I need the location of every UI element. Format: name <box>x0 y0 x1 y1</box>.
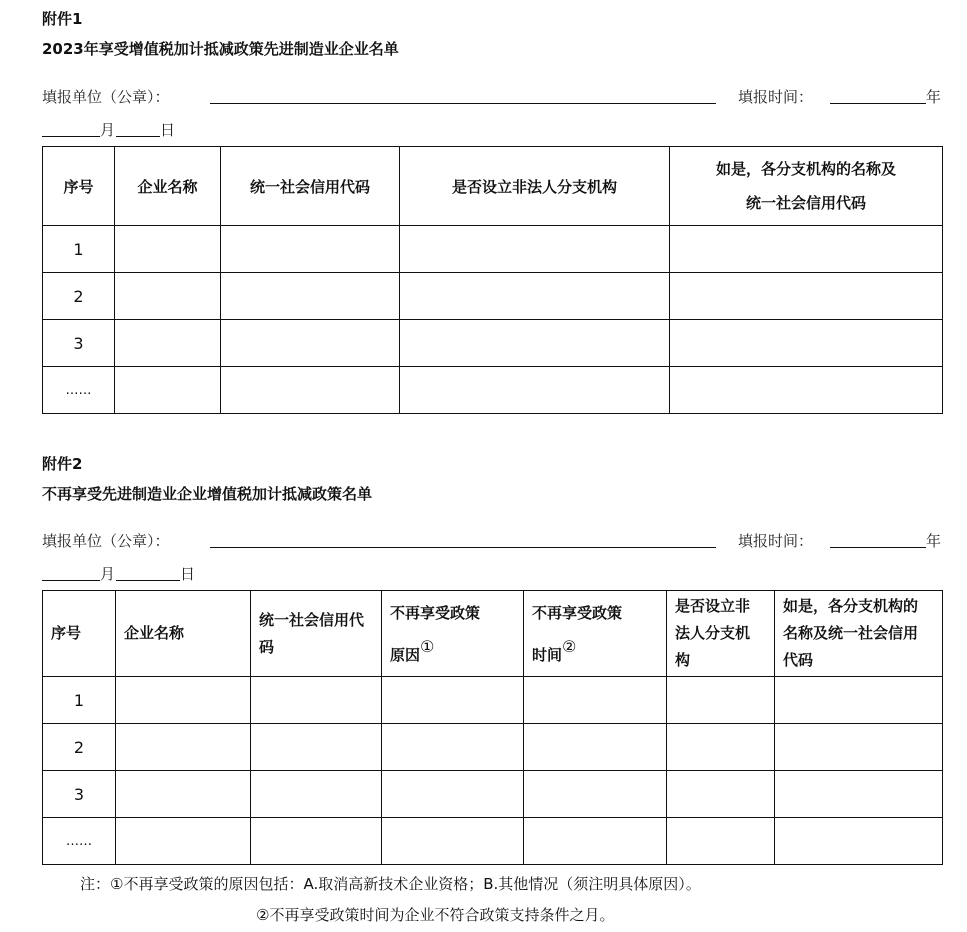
cell-stop-reason[interactable] <box>382 771 524 818</box>
cell-stop-time[interactable] <box>524 677 667 724</box>
cell-branch-names[interactable] <box>775 724 943 771</box>
cell-branch[interactable] <box>667 677 775 724</box>
cell-stop-time[interactable] <box>524 771 667 818</box>
cell-branch[interactable] <box>667 818 775 865</box>
header-credit-code: 统一社会信用代码 <box>221 147 400 226</box>
header-credit-code <box>251 591 382 677</box>
cell-stop-reason[interactable] <box>382 724 524 771</box>
header-row <box>43 147 943 226</box>
fill-unit-label: 填报单位（公章）： <box>42 88 170 106</box>
fill-time-label: 填报时间： <box>738 88 814 106</box>
cell-branch[interactable] <box>400 273 670 320</box>
cell-credit-code[interactable] <box>221 367 400 414</box>
fill-day-line[interactable] <box>116 136 160 137</box>
row-seq: 3 <box>43 320 115 367</box>
cell-branch[interactable] <box>667 771 775 818</box>
header-branch-names <box>670 147 943 226</box>
table-row <box>43 724 943 771</box>
header-branch-names-line3: 代码 <box>783 651 814 669</box>
cell-branch[interactable] <box>667 724 775 771</box>
footnote-mark-2: ② <box>562 636 577 656</box>
cell-company-name[interactable] <box>116 818 251 865</box>
cell-branch-names[interactable] <box>775 818 943 865</box>
header-branch: 是否设立非法人分支机构 <box>400 147 670 226</box>
cell-company-name[interactable] <box>115 367 221 414</box>
cell-branch-names[interactable] <box>670 320 943 367</box>
table-row <box>43 226 943 273</box>
cell-credit-code[interactable] <box>221 273 400 320</box>
cell-credit-code[interactable] <box>221 320 400 367</box>
cell-branch[interactable] <box>400 320 670 367</box>
header-stop-reason-line1: 不再享受政策 <box>390 603 481 622</box>
year-label: 年 <box>926 88 942 106</box>
note-line-2: ②不再享受政策时间为企业不符合政策支持条件之月。 <box>256 906 615 924</box>
header-stop-time-line2: 时间 <box>532 645 563 664</box>
fill-day-line[interactable] <box>116 580 180 581</box>
month-label: 月 <box>100 565 116 583</box>
header-stop-time-line1: 不再享受政策 <box>532 603 623 622</box>
fill-unit-line[interactable] <box>210 103 716 104</box>
header-branch-names-line1: 如是，各分支机构的 <box>783 597 919 615</box>
header-branch-names-line1: 如是，各分支机构的名称及 <box>715 160 896 178</box>
fill-time-label: 填报时间： <box>738 532 814 550</box>
cell-company-name[interactable] <box>115 273 221 320</box>
cell-branch[interactable] <box>400 226 670 273</box>
cell-branch-names[interactable] <box>670 226 943 273</box>
month-label: 月 <box>100 121 116 139</box>
cell-company-name[interactable] <box>116 677 251 724</box>
cell-credit-code[interactable] <box>251 818 382 865</box>
fill-year-line[interactable] <box>830 103 926 104</box>
day-label: 日 <box>160 121 176 139</box>
header-branch-names-line2: 统一社会信用代码 <box>745 194 866 212</box>
cell-credit-code[interactable] <box>251 677 382 724</box>
day-label: 日 <box>180 565 196 583</box>
cell-branch-names[interactable] <box>670 273 943 320</box>
header-row <box>43 591 943 677</box>
header-stop-reason <box>382 591 524 677</box>
year-label: 年 <box>926 532 942 550</box>
cell-company-name[interactable] <box>115 226 221 273</box>
header-branch-names <box>775 591 943 677</box>
attachment2-table <box>42 590 943 865</box>
cell-branch-names[interactable] <box>775 677 943 724</box>
row-seq: 3 <box>43 771 116 818</box>
header-credit-code-line1: 统一社会信用代 <box>259 610 365 629</box>
footnote-mark-1: ① <box>420 636 435 656</box>
fill-year-line[interactable] <box>830 547 926 548</box>
cell-stop-reason[interactable] <box>382 677 524 724</box>
row-seq: 1 <box>43 677 116 724</box>
cell-branch-names[interactable] <box>670 367 943 414</box>
attachment2-label: 附件2 <box>42 455 83 473</box>
table-row <box>43 367 943 414</box>
cell-stop-time[interactable] <box>524 818 667 865</box>
attachment1-label: 附件1 <box>42 10 83 28</box>
fill-month-line[interactable] <box>42 580 100 581</box>
cell-stop-time[interactable] <box>524 724 667 771</box>
row-seq: 2 <box>43 724 116 771</box>
header-branch-line1: 是否设立非 <box>675 597 751 615</box>
cell-credit-code[interactable] <box>221 226 400 273</box>
header-stop-time <box>524 591 667 677</box>
row-seq: …… <box>43 367 115 414</box>
header-credit-code-line2: 码 <box>259 637 275 656</box>
cell-company-name[interactable] <box>115 320 221 367</box>
cell-branch-names[interactable] <box>775 771 943 818</box>
cell-company-name[interactable] <box>116 771 251 818</box>
table-row <box>43 273 943 320</box>
attachment1-table <box>42 146 943 414</box>
cell-credit-code[interactable] <box>251 771 382 818</box>
row-seq: 2 <box>43 273 115 320</box>
header-company-name: 企业名称 <box>115 147 221 226</box>
fill-unit-label: 填报单位（公章）： <box>42 532 170 550</box>
header-branch-line3: 构 <box>675 651 691 669</box>
header-branch <box>667 591 775 677</box>
fill-month-line[interactable] <box>42 136 100 137</box>
cell-stop-reason[interactable] <box>382 818 524 865</box>
attachment2-title: 不再享受先进制造业企业增值税加计抵减政策名单 <box>42 485 373 503</box>
header-branch-line2: 法人分支机 <box>675 624 751 642</box>
cell-company-name[interactable] <box>116 724 251 771</box>
note-line-1: 注：①不再享受政策的原因包括：A.取消高新技术企业资格；B.其他情况（须注明具体原因）。 <box>80 875 701 893</box>
cell-branch[interactable] <box>400 367 670 414</box>
fill-unit-line[interactable] <box>210 547 716 548</box>
table-row <box>43 818 943 865</box>
header-seq: 序号 <box>43 591 116 677</box>
attachment1-title: 2023年享受增值税加计抵减政策先进制造业企业名单 <box>42 40 399 58</box>
header-company-name: 企业名称 <box>116 591 251 677</box>
table-row <box>43 677 943 724</box>
header-branch-names-line2: 名称及统一社会信用 <box>783 624 919 642</box>
table-row <box>43 320 943 367</box>
table-row <box>43 771 943 818</box>
row-seq: …… <box>43 818 116 865</box>
header-seq: 序号 <box>43 147 115 226</box>
row-seq: 1 <box>43 226 115 273</box>
header-stop-reason-line2: 原因 <box>390 645 421 664</box>
cell-credit-code[interactable] <box>251 724 382 771</box>
